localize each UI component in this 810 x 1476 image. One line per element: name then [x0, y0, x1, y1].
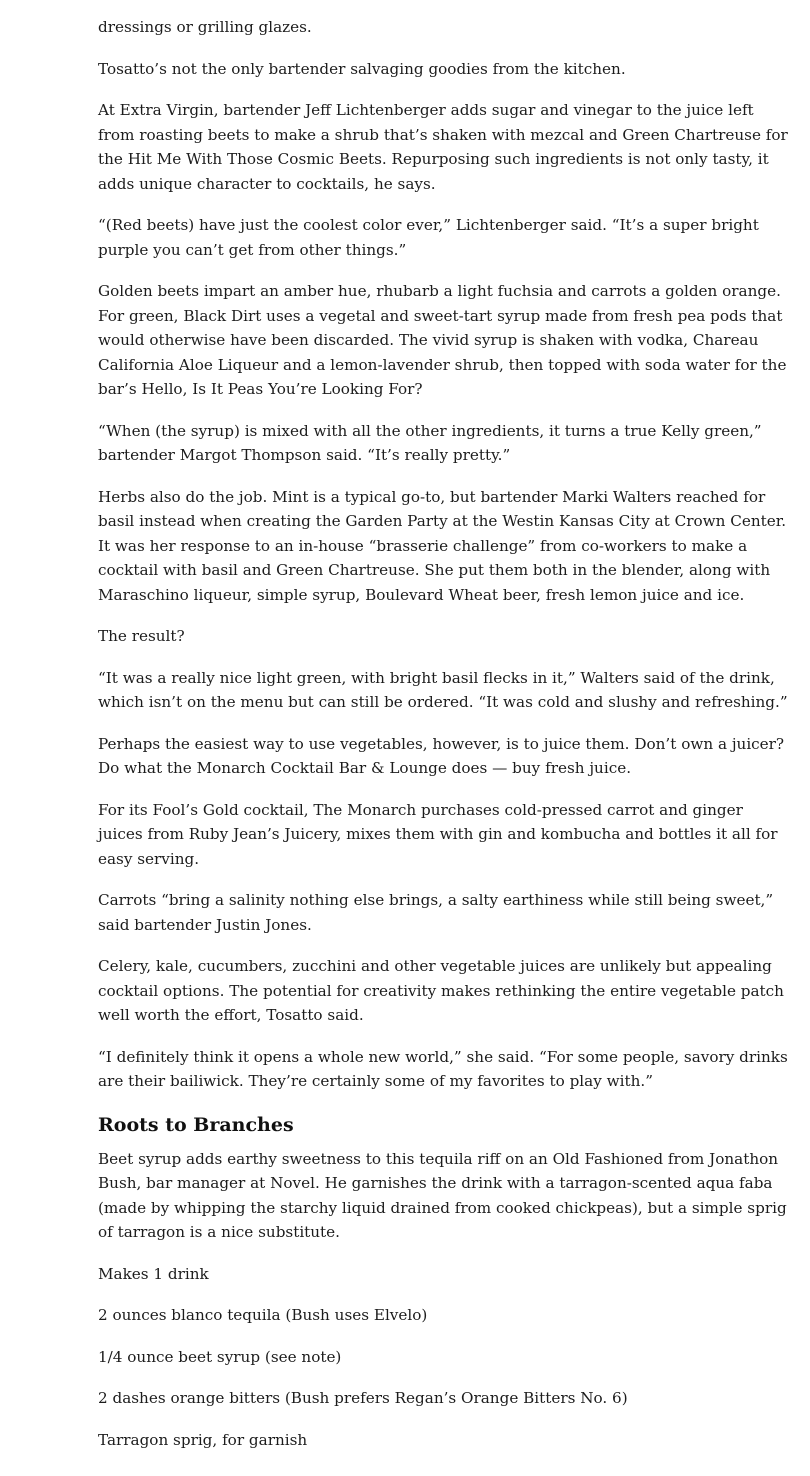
- article-paragraph: Golden beets impart an amber hue, rhubarb a light fuchsia and carrots a golden orange. For green, Black Dirt uses a vegetal and sweet-tart syrup made from fresh pea pods that would otherwise have been discarded. The vivid syrup is shaken with vodka, Chareau California Aloe Liqueur and a lemon-lavender shrub, then topped with soda water for the bar’s Hello, Is It Peas You’re Looking For?: [98, 282, 787, 398]
- article-paragraph: At Extra Virgin, bartender Jeff Lichtenberger adds sugar and vinegar to the juice left from roasting beets to make a shrub that’s shaken with mezcal and Green Chartreuse for the Hit Me With Those Cosmic Beets. Repurposing such ingredients is not only tasty, it adds unique character to cocktails, he says.: [98, 101, 788, 193]
- article-paragraph: Herbs also do the job. Mint is a typical go-to, but bartender Marki Walters reached for basil instead when creating the Garden Party at the Westin Kansas City at Crown Center. It was her response to an in-house “brasserie challenge” from co-workers to make a cocktail with basil and Green Chartreuse. She put them both in the blender, along with Maraschino liqueur, simple syrup, Boulevard Wheat beer, fresh lemon juice and ice.: [98, 487, 787, 604]
- article-paragraph: Tosatto’s not the only bartender salvaging goodies from the kitchen.: [98, 59, 626, 78]
- article-paragraph: “I definitely think it opens a whole new world,” she said. “For some people, savory drinks are their bailiwick. They’re certainly some of my favorites to play with.”: [98, 1047, 788, 1090]
- article-body: [98, 15, 790, 1469]
- article-paragraph: “(Red beets) have just the coolest color ever,” Lichtenberger said. “It’s a super bright purple you can’t get from other things.”: [98, 216, 759, 259]
- article-paragraph: Perhaps the easiest way to use vegetables, however, is to juice them. Don’t own a juicer? Do what the Monarch Cocktail Bar & Lounge does — buy fresh juice.: [98, 734, 785, 777]
- article-paragraph: For its Fool’s Gold cocktail, The Monarch purchases cold-pressed carrot and ginger juices from Ruby Jean’s Juicery, mixes them with gin and kombucha and bottles it all for easy serving.: [98, 800, 778, 868]
- article-paragraph: The result?: [98, 627, 185, 645]
- article-paragraph: “When (the syrup) is mixed with all the other ingredients, it turns a true Kelly green,” bartender Margot Thompson said. “It’s really pretty.”: [98, 421, 762, 464]
- article-paragraph: “It was a really nice light green, with bright basil flecks in it,” Walters said of the drink, which isn’t on the menu but can still be ordered. “It was cold and slushy and refreshing.”: [98, 668, 788, 711]
- article-paragraph: dressings or grilling glazes.: [98, 18, 312, 36]
- recipe-intro: Beet syrup adds earthy sweetness to this tequila riff on an Old Fashioned from Jonathon Bush, bar manager at Novel. He garnishes the drink with a tarragon-scented aqua faba (made by whipping the starchy liquid drained from cooked chickpeas), but a simple sprig of tarragon is a nice substitute.: [98, 1149, 787, 1241]
- recipe-ingredient: 2 ounces blanco tequila (Bush uses Elvelo): [98, 1306, 428, 1324]
- recipe-yield: Makes 1 drink: [98, 1264, 209, 1283]
- recipe-section: [98, 1111, 790, 1453]
- recipe-ingredient: 1/4 ounce beet syrup (see note): [98, 1347, 342, 1366]
- article-paragraph: Carrots “bring a salinity nothing else brings, a salty earthiness while still being sweet,” said bartender Justin Jones.: [98, 891, 774, 934]
- recipe-ingredient: 2 dashes orange bitters (Bush prefers Regan’s Orange Bitters No. 6): [98, 1389, 628, 1407]
- article-paragraph: Celery, kale, cucumbers, zucchini and other vegetable juices are unlikely but appealing cocktail options. The potential for creativity makes rethinking the entire vegetable patch well worth the effort, Tosatto said.: [98, 957, 784, 1024]
- recipe-ingredient: Tarragon sprig, for garnish: [98, 1430, 308, 1449]
- recipe-title: Roots to Branches: [98, 1113, 294, 1136]
